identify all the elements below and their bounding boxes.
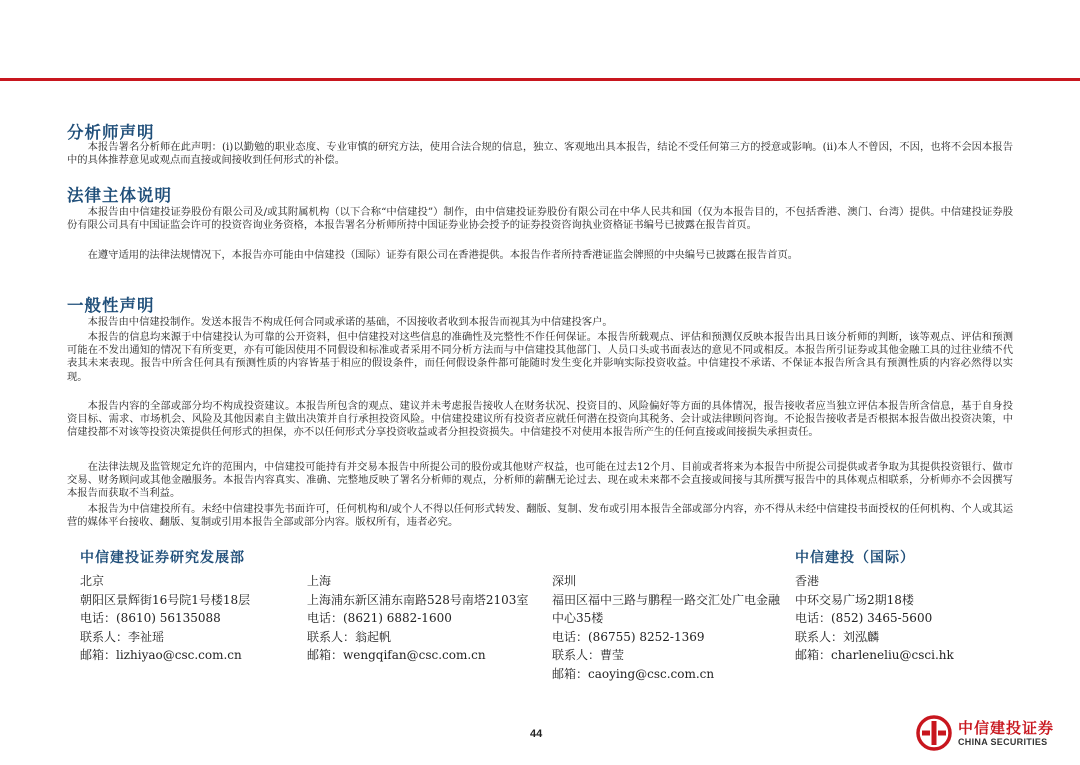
international-dept-title: 中信建投（国际）	[795, 550, 915, 566]
office-address: 福田区福中三路与鹏程一路交汇处广电金融中心35楼	[552, 592, 781, 625]
analyst-statement-title: 分析师声明	[67, 123, 155, 142]
office-address: 中环交易广场2期18楼	[795, 592, 914, 607]
office-address: 上海浦东新区浦东南路528号南塔2103室	[307, 592, 529, 607]
office-city: 北京	[80, 574, 105, 588]
office-phone: 电话：(86755) 8252-1369	[552, 629, 705, 644]
general-statement-paragraph-1: 本报告由中信建投制作。发送本报告不构成任何合同或承诺的基础，不因接收者收到本报告而视其为中信建投客户。	[87, 316, 613, 328]
office-city: 香港	[795, 574, 820, 588]
general-statement-paragraph-4: 在法律法规及监管规定允许的范围内，中信建投可能持有并交易本报告中所提公司的股份或其他财产权益，也可能在过去12个月、目前或者将来为本报告中所提公司提供或者争取为其提供投资银行、做市交易、财务顾问或其他金融服务。本报告内容真实、准确、完整地反映了署名分析师的观点，分析师的薪酬无论过去、现在或未来都不会直接或间接与其所撰写报告中的具体观点相联系，分析师亦不会因撰写本报告而获取不当利益。	[67, 461, 1013, 500]
office-city: 上海	[307, 574, 332, 588]
logo-chinese-name: 中信建投证券	[958, 718, 1055, 737]
office-contact: 联系人：李祉瑶	[80, 629, 165, 644]
office-email: 邮箱：lizhiyao@csc.com.cn	[80, 648, 242, 662]
office-shanghai	[307, 572, 532, 665]
office-email: 邮箱：caoying@csc.com.cn	[552, 666, 715, 681]
legal-entity-title: 法律主体说明	[67, 186, 172, 205]
citic-logo-icon	[916, 715, 952, 751]
general-statement-paragraph-2: 本报告的信息均来源于中信建投认为可靠的公开资料，但中信建投对这些信息的准确性及完整性不作任何保证。本报告所载观点、评估和预测仅反映本报告出具日该分析师的判断，该等观点、评估和预测可能在不发出通知的情况下有所变更，亦有可能因使用不同假设和标准或者采用不同分析方法而与中信建投其他部门、人员口头或书面表达的意见不同或相反。本报告所引证券或其他金融工具的过往业绩不代表其未来表现。报告中所含任何具有预测性质的内容皆基于相应的假设条件，而任何假设条件都可能随时发生变化并影响实际投资收益。中信建投不承诺、不保证本报告所含具有预测性质的内容必然得以实现。	[67, 331, 1013, 383]
office-shenzhen	[552, 572, 784, 683]
legal-entity-paragraph-1: 本报告由中信建投证券股份有限公司及/或其附属机构（以下合称“中信建投”）制作，由中信建投证券股份有限公司在中华人民共和国（仅为本报告目的，不包括香港、澳门、台湾）提供。中信建投证券股份有限公司具有中国证监会许可的投资咨询业务资格，本报告署名分析师所持中国证券业协会授予的证券投资咨询执业资格证书编号已披露在报告首页。	[67, 206, 1013, 232]
office-hongkong	[795, 572, 1015, 665]
office-phone: 电话：(8621) 6882-1600	[307, 611, 452, 625]
office-email: 邮箱：charleneliu@csci.hk	[795, 648, 954, 662]
office-address: 朝阳区景辉街16号院1号楼18层	[80, 592, 251, 607]
page-number: 44	[530, 728, 543, 740]
office-contact: 联系人：翁起帆	[307, 629, 392, 644]
legal-entity-paragraph-2: 在遵守适用的法律法规情况下，本报告亦可能由中信建投（国际）证券有限公司在香港提供。本报告作者所持香港证监会牌照的中央编号已披露在报告首页。	[87, 249, 799, 261]
analyst-statement-paragraph: 本报告署名分析师在此声明：(i)以勤勉的职业态度、专业审慎的研究方法，使用合法合规的信息，独立、客观地出具本报告，结论不受任何第三方的授意或影响。(ii)本人不曾因，不因，也将不会因本报告中的具体推荐意见或观点而直接或间接收到任何形式的补偿。	[67, 141, 1013, 167]
office-email: 邮箱：wengqifan@csc.com.cn	[307, 648, 486, 662]
header-rule	[0, 78, 1080, 81]
research-dept-title: 中信建投证券研究发展部	[80, 550, 245, 566]
office-contact: 联系人：刘泓麟	[795, 629, 880, 644]
office-city: 深圳	[552, 574, 577, 588]
general-statement-paragraph-3: 本报告内容的全部或部分均不构成投资建议。本报告所包含的观点、建议并未考虑报告接收人在财务状况、投资目的、风险偏好等方面的具体情况，报告接收者应当独立评估本报告所含信息，基于自身投资目标、需求、市场机会、风险及其他因素自主做出决策并自行承担投资风险。中信建投建议所有投资者应就任何潜在投资向其税务、会计或法律顾问咨询。不论报告接收者是否根据本报告做出投资决策，中信建投都不对该等投资决策提供任何形式的担保，亦不以任何形式分享投资收益或者分担投资损失。中信建投不对使用本报告所产生的任何直接或间接损失承担责任。	[67, 400, 1013, 439]
general-statement-title: 一般性声明	[67, 296, 155, 315]
general-statement-paragraph-5: 本报告为中信建投所有。未经中信建投事先书面许可，任何机构和/或个人不得以任何形式转发、翻版、复制、发布或引用本报告全部或部分内容，亦不得从未经中信建投书面授权的任何机构、个人或其运营的媒体平台接收、翻版、复制或引用本报告全部或部分内容。版权所有，违者必究。	[67, 503, 1013, 529]
office-phone: 电话：(8610) 56135088	[80, 611, 221, 625]
office-beijing	[80, 572, 295, 665]
logo-english-name: CHINA SECURITIES	[958, 736, 1048, 747]
office-phone: 电话：(852) 3465-5600	[795, 611, 933, 625]
company-logo	[916, 715, 1054, 751]
office-contact: 联系人：曹莹	[552, 648, 625, 662]
